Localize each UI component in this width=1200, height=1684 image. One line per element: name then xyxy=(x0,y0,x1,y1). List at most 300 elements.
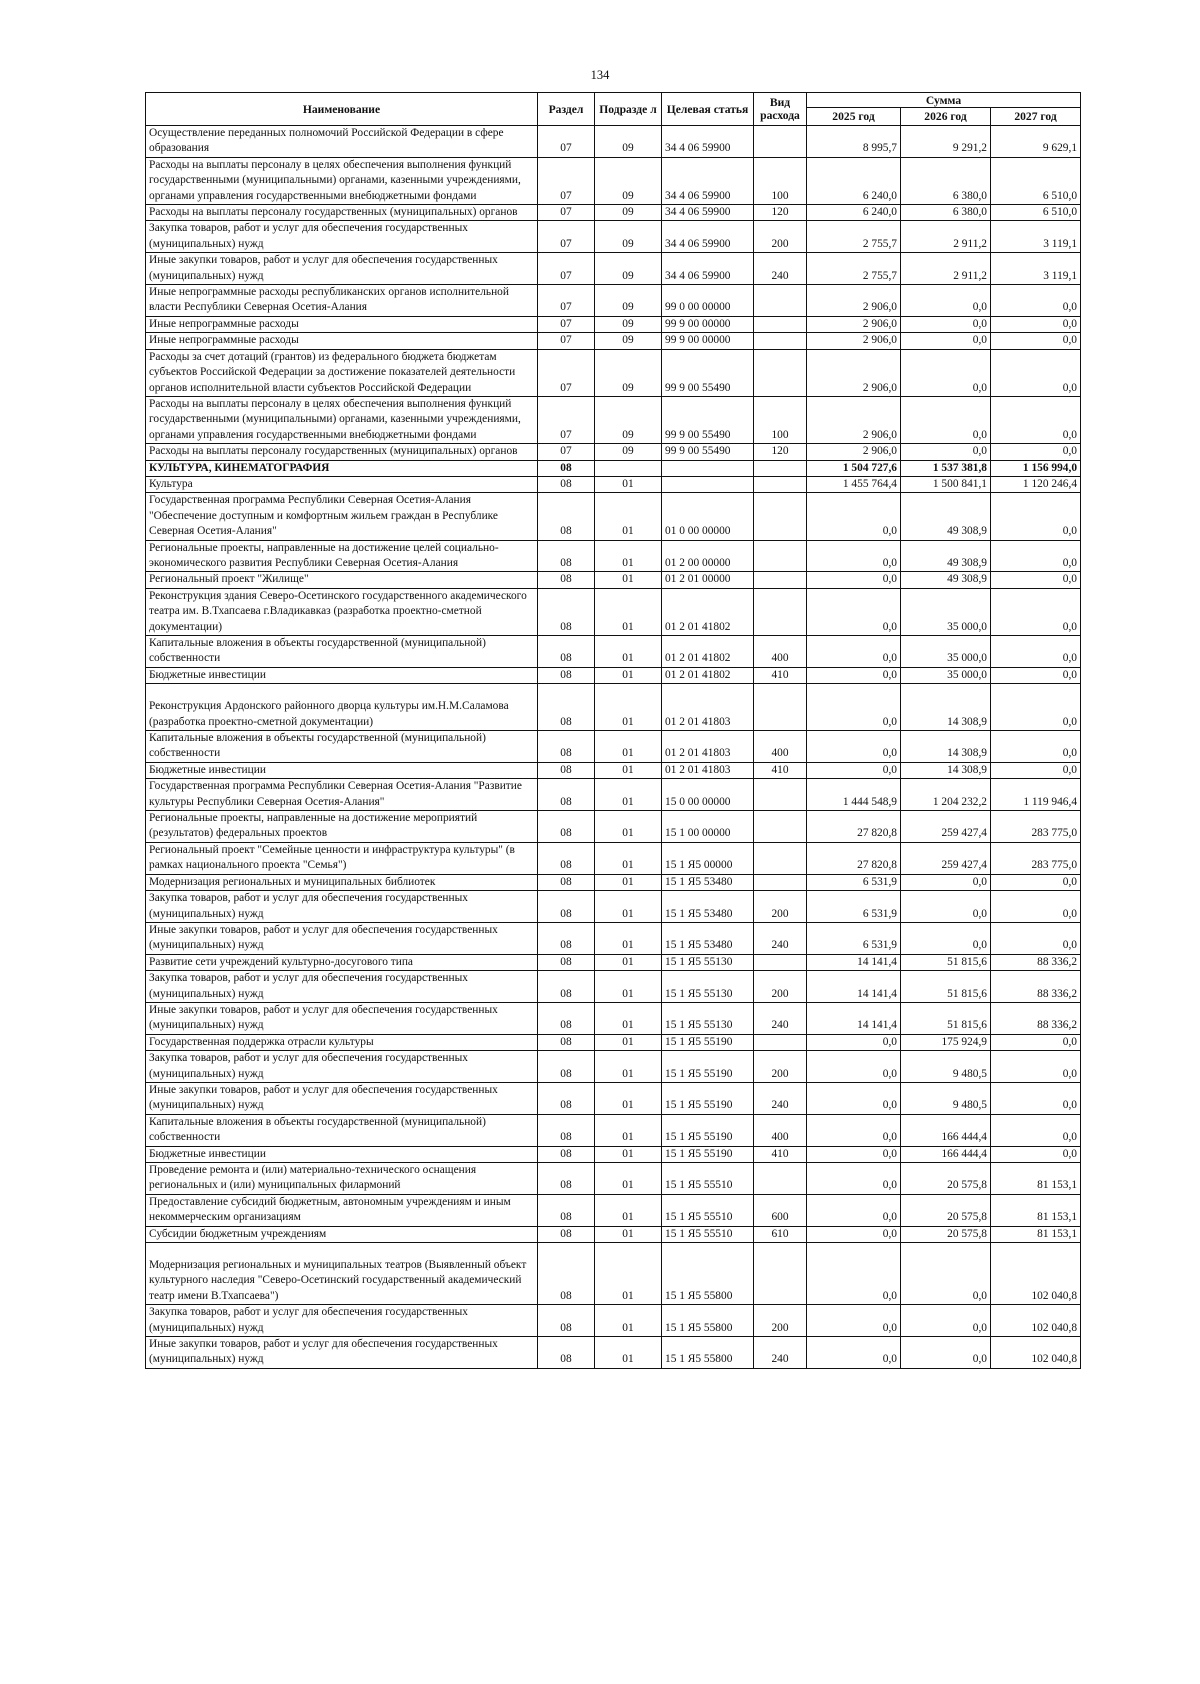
row-2026: 20 575,8 xyxy=(901,1226,991,1242)
row-target: 15 1 Я5 55800 xyxy=(662,1337,754,1369)
row-subsection: 01 xyxy=(595,1002,662,1034)
row-2027: 9 629,1 xyxy=(991,126,1081,158)
row-section: 08 xyxy=(538,1226,595,1242)
row-2027: 81 153,1 xyxy=(991,1163,1081,1195)
row-2026: 0,0 xyxy=(901,444,991,460)
row-name: Развитие сети учреждений культурно-досугового типа xyxy=(146,954,538,970)
row-section: 08 xyxy=(538,667,595,683)
row-subsection: 01 xyxy=(595,1305,662,1337)
row-section: 08 xyxy=(538,1146,595,1162)
row-section: 08 xyxy=(538,493,595,540)
row-2027: 0,0 xyxy=(991,333,1081,349)
table-row xyxy=(146,1305,1081,1337)
row-type: 240 xyxy=(754,1082,807,1114)
row-2025: 0,0 xyxy=(807,1305,901,1337)
row-type xyxy=(754,316,807,332)
row-target: 34 4 06 59900 xyxy=(662,253,754,285)
row-2027: 1 156 994,0 xyxy=(991,460,1081,476)
row-2025: 0,0 xyxy=(807,1337,901,1369)
table-row xyxy=(146,1337,1081,1369)
table-row xyxy=(146,540,1081,572)
row-type: 120 xyxy=(754,205,807,221)
row-2026: 259 427,4 xyxy=(901,842,991,874)
row-name: КУЛЬТУРА, КИНЕМАТОГРАФИЯ xyxy=(146,460,538,476)
row-section: 07 xyxy=(538,221,595,253)
row-2025: 1 444 548,9 xyxy=(807,779,901,811)
row-type xyxy=(754,540,807,572)
row-subsection: 01 xyxy=(595,971,662,1003)
row-type xyxy=(754,476,807,492)
table-row xyxy=(146,1034,1081,1050)
row-2027: 0,0 xyxy=(991,874,1081,890)
row-2025: 2 906,0 xyxy=(807,349,901,396)
row-name: Расходы на выплаты персоналу в целях обеспечения выполнения функций государственными (муниципальными) органами, казенными учреждениями, органами управления государственными внебюджетными фондами xyxy=(146,396,538,443)
row-2026: 0,0 xyxy=(901,396,991,443)
row-subsection: 01 xyxy=(595,1146,662,1162)
row-section: 07 xyxy=(538,349,595,396)
row-2027: 3 119,1 xyxy=(991,253,1081,285)
row-type xyxy=(754,1163,807,1195)
row-section: 08 xyxy=(538,1002,595,1034)
row-target: 15 1 Я5 55190 xyxy=(662,1051,754,1083)
table-row xyxy=(146,779,1081,811)
row-2027: 1 120 246,4 xyxy=(991,476,1081,492)
row-subsection: 01 xyxy=(595,540,662,572)
row-2027: 102 040,8 xyxy=(991,1337,1081,1369)
row-type xyxy=(754,572,807,588)
row-2027: 0,0 xyxy=(991,396,1081,443)
row-2026: 51 815,6 xyxy=(901,971,991,1003)
row-subsection: 09 xyxy=(595,221,662,253)
table-row xyxy=(146,396,1081,443)
row-2027: 88 336,2 xyxy=(991,971,1081,1003)
row-2025: 8 995,7 xyxy=(807,126,901,158)
row-target: 01 2 01 41803 xyxy=(662,684,754,731)
row-2027: 6 510,0 xyxy=(991,157,1081,204)
row-name: Капитальные вложения в объекты государственной (муниципальной) собственности xyxy=(146,1114,538,1146)
row-2026: 6 380,0 xyxy=(901,205,991,221)
row-2026: 0,0 xyxy=(901,349,991,396)
row-2027: 283 775,0 xyxy=(991,811,1081,843)
header-subsection: Подразде л xyxy=(595,93,662,126)
row-section: 08 xyxy=(538,1337,595,1369)
row-type: 600 xyxy=(754,1194,807,1226)
row-section: 08 xyxy=(538,588,595,635)
row-type: 240 xyxy=(754,1002,807,1034)
row-2026: 1 204 232,2 xyxy=(901,779,991,811)
row-section: 07 xyxy=(538,396,595,443)
row-2027: 0,0 xyxy=(991,684,1081,731)
row-2025: 2 906,0 xyxy=(807,396,901,443)
table-row xyxy=(146,954,1081,970)
row-subsection: 01 xyxy=(595,636,662,668)
table-row xyxy=(146,811,1081,843)
row-type: 200 xyxy=(754,1305,807,1337)
row-2025: 2 755,7 xyxy=(807,221,901,253)
row-type: 200 xyxy=(754,221,807,253)
row-2025: 0,0 xyxy=(807,636,901,668)
row-name: Осуществление переданных полномочий Российской Федерации в сфере образования xyxy=(146,126,538,158)
row-type xyxy=(754,874,807,890)
table-row xyxy=(146,1243,1081,1305)
row-type: 410 xyxy=(754,667,807,683)
row-2025: 0,0 xyxy=(807,731,901,763)
row-subsection: 09 xyxy=(595,205,662,221)
table-row xyxy=(146,285,1081,317)
row-name: Закупка товаров, работ и услуг для обеспечения государственных (муниципальных) нужд xyxy=(146,891,538,923)
row-2027: 283 775,0 xyxy=(991,842,1081,874)
budget-table xyxy=(145,92,1081,1369)
row-section: 08 xyxy=(538,476,595,492)
row-2025: 0,0 xyxy=(807,1226,901,1242)
row-section: 08 xyxy=(538,731,595,763)
row-type: 240 xyxy=(754,922,807,954)
row-2025: 0,0 xyxy=(807,1082,901,1114)
row-2026: 20 575,8 xyxy=(901,1194,991,1226)
row-2025: 0,0 xyxy=(807,1034,901,1050)
row-2027: 0,0 xyxy=(991,444,1081,460)
row-2027: 0,0 xyxy=(991,572,1081,588)
row-subsection: 09 xyxy=(595,316,662,332)
row-2025: 0,0 xyxy=(807,1243,901,1305)
row-2025: 2 906,0 xyxy=(807,444,901,460)
row-2025: 14 141,4 xyxy=(807,1002,901,1034)
row-name: Государственная программа Республики Северная Осетия-Алания "Развитие культуры Республики Северная Осетия-Алания" xyxy=(146,779,538,811)
row-target: 34 4 06 59900 xyxy=(662,126,754,158)
row-type: 100 xyxy=(754,396,807,443)
table-row xyxy=(146,221,1081,253)
row-subsection: 01 xyxy=(595,1082,662,1114)
row-section: 08 xyxy=(538,1163,595,1195)
row-2025: 0,0 xyxy=(807,1146,901,1162)
row-name: Закупка товаров, работ и услуг для обеспечения государственных (муниципальных) нужд xyxy=(146,221,538,253)
row-subsection: 01 xyxy=(595,588,662,635)
row-2026: 14 308,9 xyxy=(901,731,991,763)
row-target: 15 1 Я5 55190 xyxy=(662,1082,754,1114)
row-2026: 51 815,6 xyxy=(901,954,991,970)
table-body xyxy=(146,126,1081,1369)
table-row xyxy=(146,1194,1081,1226)
row-target: 15 1 Я5 55800 xyxy=(662,1305,754,1337)
table-row xyxy=(146,1002,1081,1034)
page-number: 134 xyxy=(590,68,610,82)
row-2026: 0,0 xyxy=(901,285,991,317)
table-row xyxy=(146,874,1081,890)
row-2025: 0,0 xyxy=(807,1114,901,1146)
row-section: 07 xyxy=(538,205,595,221)
row-type: 240 xyxy=(754,1337,807,1369)
row-subsection: 01 xyxy=(595,954,662,970)
row-type: 200 xyxy=(754,891,807,923)
row-2027: 88 336,2 xyxy=(991,1002,1081,1034)
row-target: 15 1 Я5 00000 xyxy=(662,842,754,874)
table-row xyxy=(146,1051,1081,1083)
row-name: Бюджетные инвестиции xyxy=(146,1146,538,1162)
row-section: 08 xyxy=(538,460,595,476)
row-type xyxy=(754,779,807,811)
table-row xyxy=(146,476,1081,492)
row-2026: 9 480,5 xyxy=(901,1051,991,1083)
row-2027: 0,0 xyxy=(991,349,1081,396)
row-target: 01 0 00 00000 xyxy=(662,493,754,540)
row-2025: 0,0 xyxy=(807,493,901,540)
row-section: 07 xyxy=(538,444,595,460)
row-name: Модернизация региональных и муниципальных библиотек xyxy=(146,874,538,890)
row-section: 08 xyxy=(538,1194,595,1226)
table-row xyxy=(146,333,1081,349)
header-2026: 2026 год xyxy=(901,108,991,126)
row-2026: 9 480,5 xyxy=(901,1082,991,1114)
row-2027: 0,0 xyxy=(991,731,1081,763)
row-target: 15 1 Я5 55800 xyxy=(662,1243,754,1305)
row-2026: 2 911,2 xyxy=(901,253,991,285)
row-target: 01 2 01 41803 xyxy=(662,731,754,763)
row-name: Иные закупки товаров, работ и услуг для обеспечения государственных (муниципальных) нужд xyxy=(146,1337,538,1369)
table-row xyxy=(146,126,1081,158)
row-2026: 0,0 xyxy=(901,333,991,349)
row-2027: 0,0 xyxy=(991,667,1081,683)
row-name: Расходы на выплаты персоналу в целях обеспечения выполнения функций государственными (муниципальными) органами, казенными учреждениями, органами управления государственными внебюджетными фондами xyxy=(146,157,538,204)
row-2025: 0,0 xyxy=(807,588,901,635)
row-name: Расходы за счет дотаций (грантов) из федерального бюджета бюджетам субъектов Российской Федерации за достижение показателей деятельности органов исполнительной власти субъектов Российской Федерации xyxy=(146,349,538,396)
row-subsection: 01 xyxy=(595,493,662,540)
row-target: 01 2 01 00000 xyxy=(662,572,754,588)
row-2025: 0,0 xyxy=(807,1163,901,1195)
row-target: 15 0 00 00000 xyxy=(662,779,754,811)
row-2025: 2 755,7 xyxy=(807,253,901,285)
row-2025: 6 531,9 xyxy=(807,922,901,954)
row-2026: 49 308,9 xyxy=(901,493,991,540)
row-type xyxy=(754,333,807,349)
row-subsection: 09 xyxy=(595,444,662,460)
row-subsection: 01 xyxy=(595,1051,662,1083)
header-row xyxy=(146,93,1081,108)
row-type xyxy=(754,811,807,843)
row-2025: 6 240,0 xyxy=(807,205,901,221)
row-name: Иные закупки товаров, работ и услуг для обеспечения государственных (муниципальных) нужд xyxy=(146,1082,538,1114)
row-2025: 1 504 727,6 xyxy=(807,460,901,476)
row-target: 15 1 Я5 55190 xyxy=(662,1146,754,1162)
row-type xyxy=(754,126,807,158)
row-type: 410 xyxy=(754,1146,807,1162)
header-section: Раздел xyxy=(538,93,595,126)
row-type xyxy=(754,1034,807,1050)
row-subsection: 01 xyxy=(595,874,662,890)
row-2025: 6 531,9 xyxy=(807,891,901,923)
row-type: 400 xyxy=(754,636,807,668)
table-row xyxy=(146,731,1081,763)
row-name: Иные закупки товаров, работ и услуг для обеспечения государственных (муниципальных) нужд xyxy=(146,922,538,954)
row-2026: 6 380,0 xyxy=(901,157,991,204)
row-2027: 102 040,8 xyxy=(991,1243,1081,1305)
row-type: 400 xyxy=(754,731,807,763)
row-type xyxy=(754,684,807,731)
row-target: 01 2 00 00000 xyxy=(662,540,754,572)
row-section: 08 xyxy=(538,1305,595,1337)
row-2027: 0,0 xyxy=(991,891,1081,923)
row-target: 99 9 00 55490 xyxy=(662,396,754,443)
table-row xyxy=(146,493,1081,540)
row-2026: 1 537 381,8 xyxy=(901,460,991,476)
row-2026: 259 427,4 xyxy=(901,811,991,843)
row-section: 08 xyxy=(538,636,595,668)
row-2026: 20 575,8 xyxy=(901,1163,991,1195)
row-type: 400 xyxy=(754,1114,807,1146)
header-sum: Сумма xyxy=(807,93,1081,108)
row-name: Иные закупки товаров, работ и услуг для обеспечения государственных (муниципальных) нужд xyxy=(146,1002,538,1034)
row-target: 15 1 Я5 53480 xyxy=(662,891,754,923)
row-target: 15 1 Я5 55190 xyxy=(662,1034,754,1050)
row-name: Государственная поддержка отрасли культуры xyxy=(146,1034,538,1050)
row-name: Бюджетные инвестиции xyxy=(146,762,538,778)
row-target: 15 1 Я5 53480 xyxy=(662,874,754,890)
table-row xyxy=(146,1146,1081,1162)
row-type: 240 xyxy=(754,253,807,285)
row-subsection: 09 xyxy=(595,349,662,396)
row-2027: 3 119,1 xyxy=(991,221,1081,253)
row-2025: 0,0 xyxy=(807,572,901,588)
row-name: Иные непрограммные расходы xyxy=(146,316,538,332)
row-type xyxy=(754,285,807,317)
header-2027: 2027 год xyxy=(991,108,1081,126)
row-section: 07 xyxy=(538,285,595,317)
table-row xyxy=(146,636,1081,668)
row-2026: 35 000,0 xyxy=(901,667,991,683)
row-subsection: 09 xyxy=(595,157,662,204)
row-section: 07 xyxy=(538,333,595,349)
row-2026: 0,0 xyxy=(901,1305,991,1337)
row-2025: 0,0 xyxy=(807,540,901,572)
table-row xyxy=(146,667,1081,683)
row-type: 100 xyxy=(754,157,807,204)
table-row xyxy=(146,588,1081,635)
row-name: Региональные проекты, направленные на достижение целей социально-экономического развития Республики Северная Осетия-Алания xyxy=(146,540,538,572)
table-row xyxy=(146,971,1081,1003)
row-target: 15 1 Я5 55510 xyxy=(662,1194,754,1226)
row-section: 08 xyxy=(538,891,595,923)
row-name: Расходы на выплаты персоналу государственных (муниципальных) органов xyxy=(146,205,538,221)
row-type: 200 xyxy=(754,971,807,1003)
row-2025: 27 820,8 xyxy=(807,842,901,874)
row-2027: 0,0 xyxy=(991,285,1081,317)
row-subsection: 09 xyxy=(595,285,662,317)
table-row xyxy=(146,1226,1081,1242)
header-name: Наименование xyxy=(146,93,538,126)
row-section: 08 xyxy=(538,684,595,731)
row-subsection: 01 xyxy=(595,1337,662,1369)
row-2027: 0,0 xyxy=(991,1146,1081,1162)
row-target: 01 2 01 41802 xyxy=(662,636,754,668)
row-2027: 0,0 xyxy=(991,540,1081,572)
row-2027: 0,0 xyxy=(991,922,1081,954)
table-row xyxy=(146,891,1081,923)
row-name: Предоставление субсидий бюджетным, автономным учреждениям и иным некоммерческим организациям xyxy=(146,1194,538,1226)
row-2027: 0,0 xyxy=(991,1034,1081,1050)
row-name: Региональный проект "Жилище" xyxy=(146,572,538,588)
table-row xyxy=(146,157,1081,204)
row-name: Иные закупки товаров, работ и услуг для обеспечения государственных (муниципальных) нужд xyxy=(146,253,538,285)
row-section: 08 xyxy=(538,1051,595,1083)
row-2027: 0,0 xyxy=(991,1051,1081,1083)
row-subsection: 01 xyxy=(595,891,662,923)
row-2026: 14 308,9 xyxy=(901,762,991,778)
row-2025: 14 141,4 xyxy=(807,971,901,1003)
row-2027: 88 336,2 xyxy=(991,954,1081,970)
row-2025: 0,0 xyxy=(807,667,901,683)
row-target: 34 4 06 59900 xyxy=(662,221,754,253)
header-2025: 2025 год xyxy=(807,108,901,126)
table-row xyxy=(146,572,1081,588)
row-subsection: 01 xyxy=(595,572,662,588)
row-target: 15 1 Я5 55510 xyxy=(662,1163,754,1195)
row-target: 15 1 00 00000 xyxy=(662,811,754,843)
row-type: 120 xyxy=(754,444,807,460)
row-target: 99 0 00 00000 xyxy=(662,285,754,317)
row-2027: 6 510,0 xyxy=(991,205,1081,221)
row-type xyxy=(754,842,807,874)
table-row xyxy=(146,349,1081,396)
row-2026: 0,0 xyxy=(901,874,991,890)
row-name: Закупка товаров, работ и услуг для обеспечения государственных (муниципальных) нужд xyxy=(146,1051,538,1083)
row-section: 08 xyxy=(538,1114,595,1146)
row-2026: 35 000,0 xyxy=(901,588,991,635)
row-subsection: 01 xyxy=(595,1163,662,1195)
row-target: 34 4 06 59900 xyxy=(662,157,754,204)
row-2026: 0,0 xyxy=(901,922,991,954)
row-2027: 0,0 xyxy=(991,636,1081,668)
row-2026: 49 308,9 xyxy=(901,540,991,572)
row-name: Проведение ремонта и (или) материально-технического оснащения региональных и (или) муниципальных филармоний xyxy=(146,1163,538,1195)
row-2027: 0,0 xyxy=(991,588,1081,635)
table-row xyxy=(146,762,1081,778)
row-subsection xyxy=(595,460,662,476)
row-section: 07 xyxy=(538,126,595,158)
row-2027: 102 040,8 xyxy=(991,1305,1081,1337)
row-2027: 0,0 xyxy=(991,1082,1081,1114)
table-row xyxy=(146,922,1081,954)
row-target: 15 1 Я5 55510 xyxy=(662,1226,754,1242)
row-2026: 14 308,9 xyxy=(901,684,991,731)
row-2026: 0,0 xyxy=(901,1337,991,1369)
row-target: 15 1 Я5 55130 xyxy=(662,954,754,970)
row-name: Модернизация региональных и муниципальных театров (Выявленный объект культурного наследия "Северо-Осетинский государственный академический театр имени В.Тхапсаева") xyxy=(146,1243,538,1305)
row-2026: 166 444,4 xyxy=(901,1114,991,1146)
table-row xyxy=(146,205,1081,221)
row-2025: 14 141,4 xyxy=(807,954,901,970)
row-name: Субсидии бюджетным учреждениям xyxy=(146,1226,538,1242)
row-2025: 2 906,0 xyxy=(807,316,901,332)
row-2026: 2 911,2 xyxy=(901,221,991,253)
row-target: 15 1 Я5 55130 xyxy=(662,971,754,1003)
row-subsection: 09 xyxy=(595,396,662,443)
row-2027: 81 153,1 xyxy=(991,1226,1081,1242)
row-section: 08 xyxy=(538,1243,595,1305)
row-2026: 9 291,2 xyxy=(901,126,991,158)
row-name: Региональные проекты, направленные на достижение мероприятий (результатов) федеральных проектов xyxy=(146,811,538,843)
row-subsection: 01 xyxy=(595,1194,662,1226)
row-2027: 0,0 xyxy=(991,493,1081,540)
row-2025: 1 455 764,4 xyxy=(807,476,901,492)
row-section: 08 xyxy=(538,874,595,890)
row-target: 01 2 01 41803 xyxy=(662,762,754,778)
row-subsection: 01 xyxy=(595,1226,662,1242)
row-name: Капитальные вложения в объекты государственной (муниципальной) собственности xyxy=(146,731,538,763)
table-row xyxy=(146,1082,1081,1114)
row-target: 99 9 00 00000 xyxy=(662,333,754,349)
row-target xyxy=(662,460,754,476)
row-target: 15 1 Я5 55190 xyxy=(662,1114,754,1146)
row-type xyxy=(754,1243,807,1305)
